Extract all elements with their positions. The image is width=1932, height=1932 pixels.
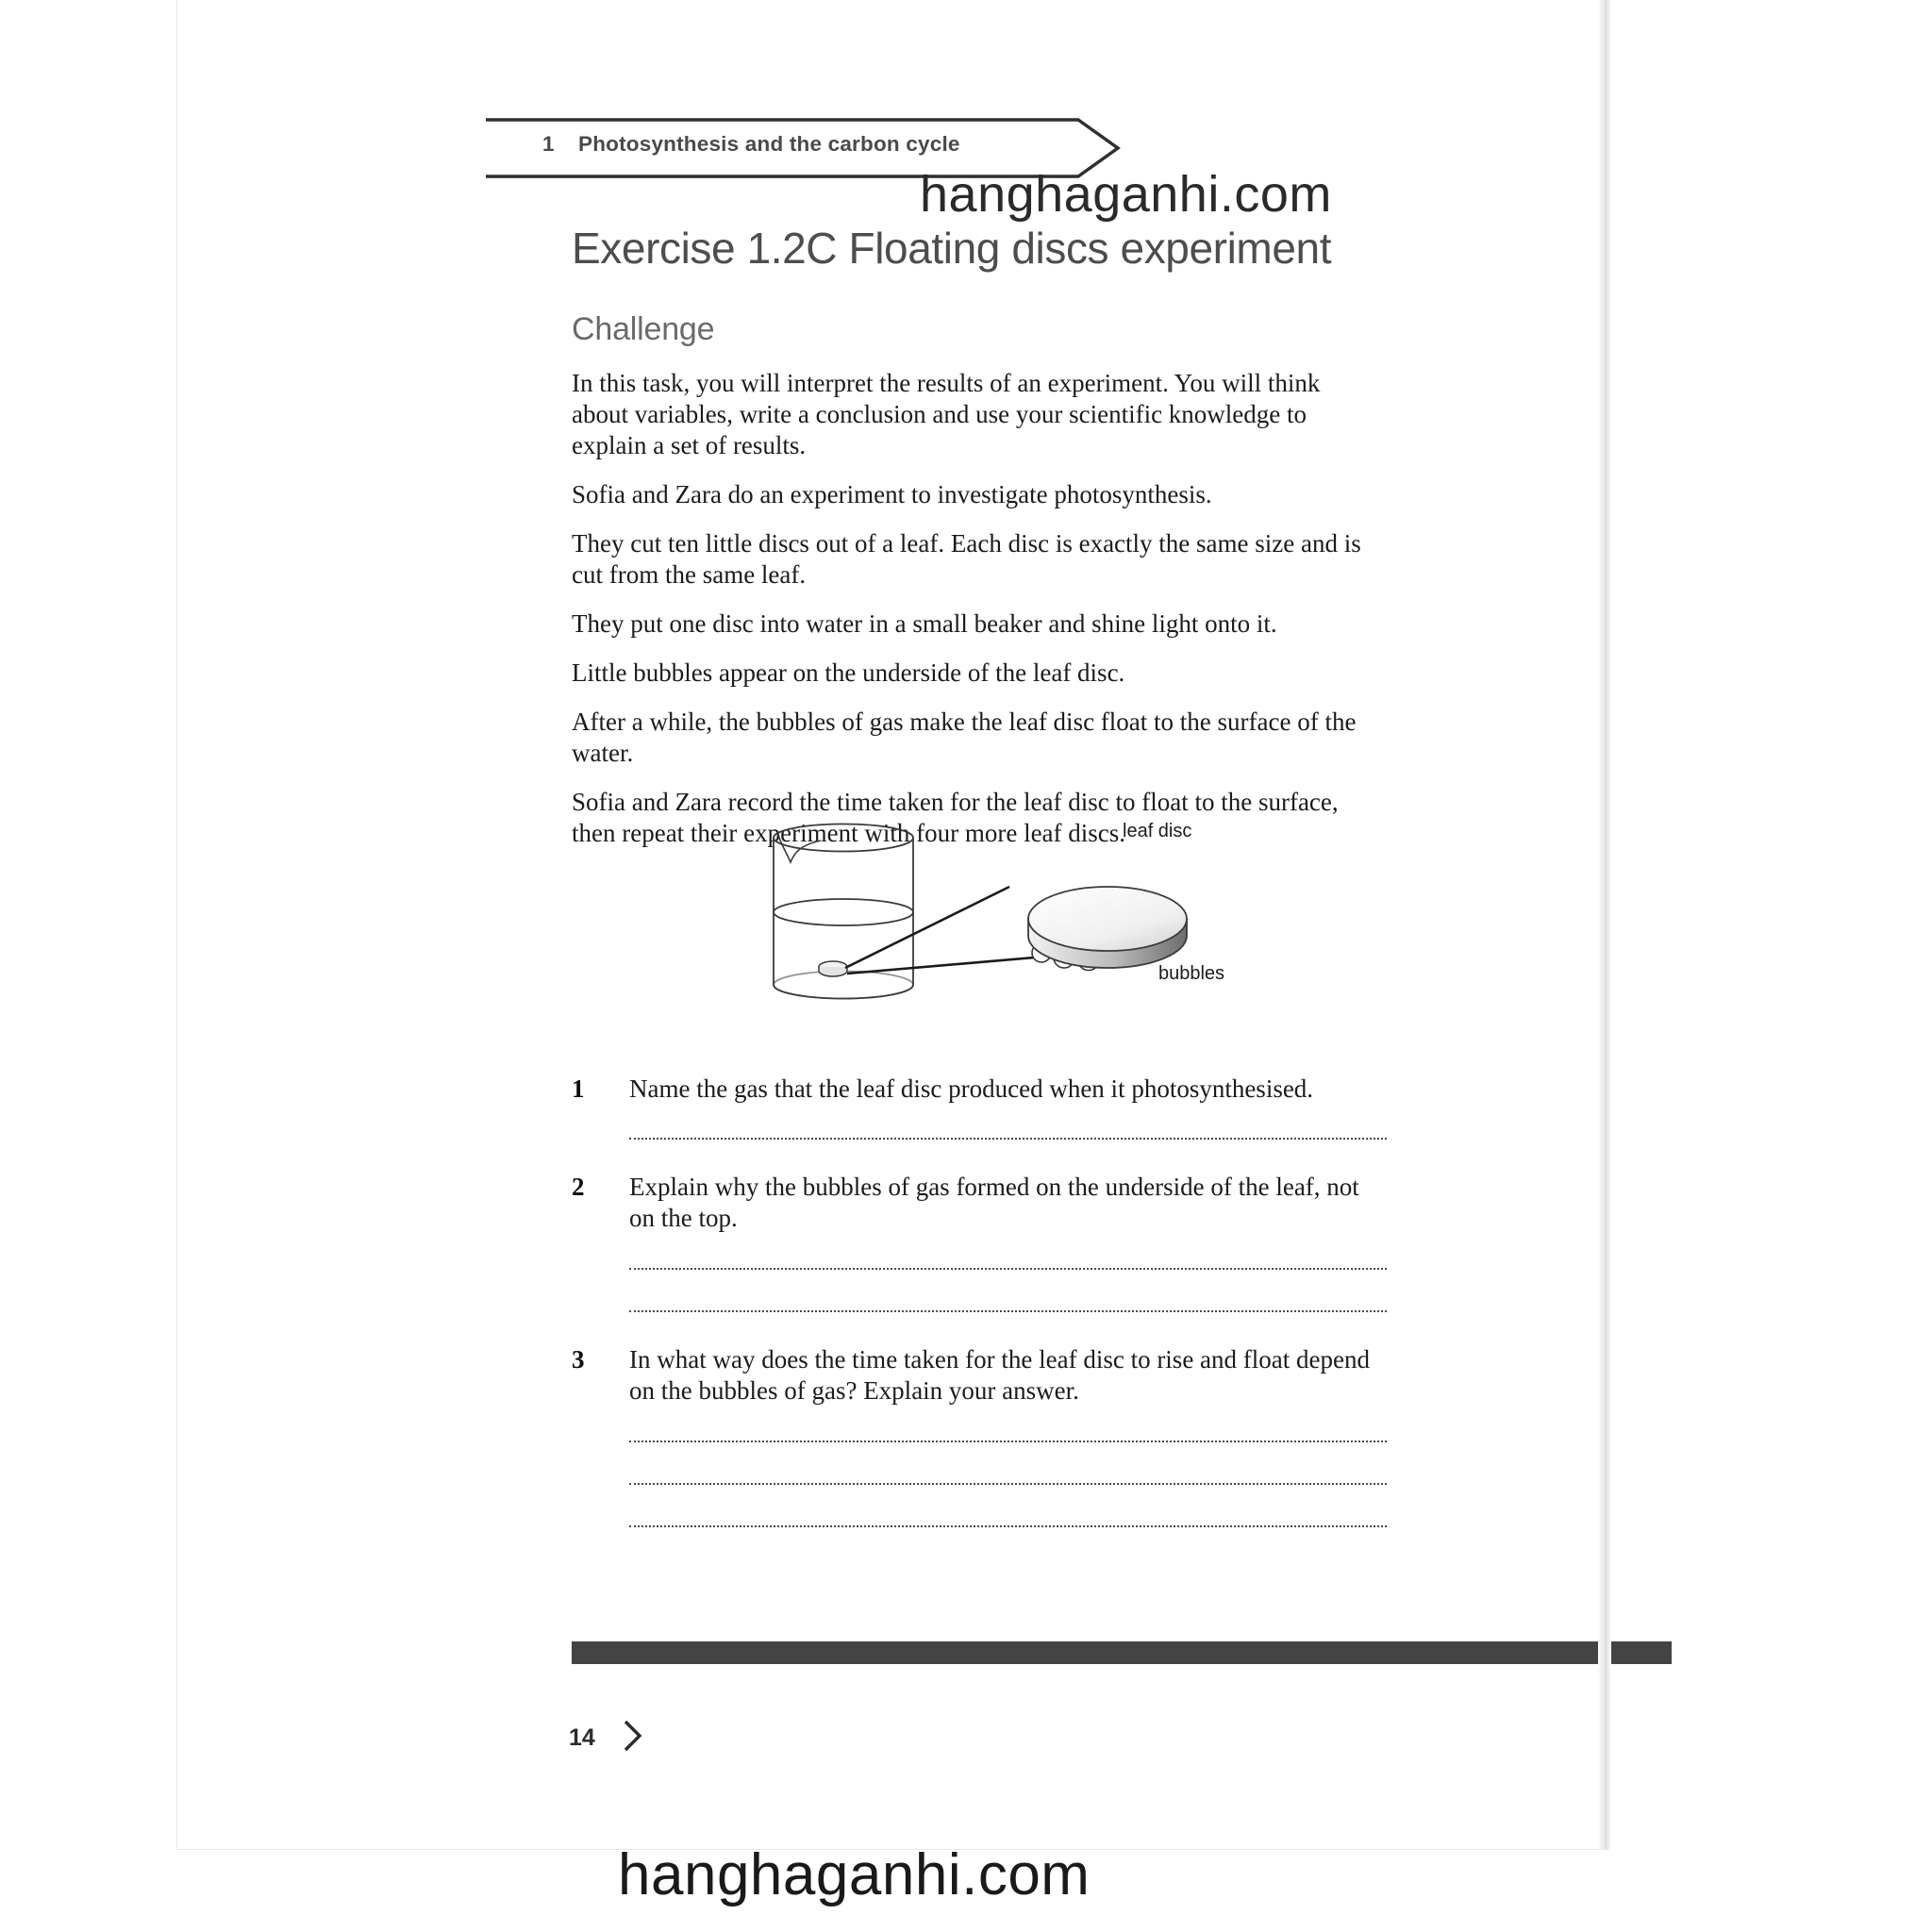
- question-text: In what way does the time taken for the leaf disc to rise and float depend on the bubbles of gas? Explain your answer.: [629, 1345, 1370, 1405]
- section-heading-challenge: Challenge: [572, 311, 715, 347]
- figure-label-bubbles: bubbles: [1158, 963, 1225, 984]
- intro-paragraph: In this task, you will interpret the results of an experiment. You will think about variables, write a conclusion and use your scientific knowledge to explain a set of results.: [572, 369, 1321, 459]
- figure-label-leaf-disc: leaf disc: [1123, 821, 1192, 841]
- intro-paragraph: They put one disc into water in a small beaker and shine light onto it.: [572, 609, 1277, 638]
- question-number: 3: [572, 1345, 585, 1374]
- answer-lines[interactable]: [629, 1268, 1387, 1312]
- document-page: [177, 0, 1608, 1849]
- intro-paragraph: Little bubbles appear on the underside of the leaf disc.: [572, 658, 1125, 687]
- question-number: 2: [572, 1173, 585, 1201]
- chevron-right-icon: [621, 1719, 645, 1753]
- intro-paragraph: Sofia and Zara do an experiment to investigate photosynthesis.: [572, 480, 1212, 508]
- running-head-number: 1: [542, 132, 555, 156]
- question-item: [572, 1172, 1402, 1312]
- question-number: 1: [572, 1074, 585, 1103]
- answer-line[interactable]: [629, 1268, 1387, 1270]
- page-right-edge-shadow: [1598, 0, 1611, 1849]
- answer-line[interactable]: [629, 1483, 1387, 1485]
- running-head-title: Photosynthesis and the carbon cycle: [578, 132, 960, 156]
- questions-list: [572, 1074, 1402, 1527]
- magnified-leaf-disc: [1028, 887, 1187, 971]
- leaf-disc-top: [1028, 887, 1187, 951]
- page-title: Exercise 1.2C Floating discs experiment: [572, 224, 1332, 273]
- leaf-disc-in-beaker: [819, 961, 847, 976]
- answer-lines[interactable]: [629, 1441, 1387, 1527]
- answer-line[interactable]: [629, 1310, 1387, 1312]
- answer-line[interactable]: [629, 1441, 1387, 1442]
- intro-text-block: [572, 368, 1364, 867]
- answer-line[interactable]: [629, 1138, 1387, 1140]
- question-text: Explain why the bubbles of gas formed on the underside of the leaf, not on the top.: [629, 1173, 1359, 1232]
- intro-paragraph: They cut ten little discs out of a leaf. Each disc is exactly the same size and is cut from the same leaf.: [572, 529, 1361, 589]
- question-text: Name the gas that the leaf disc produced when it photosynthesised.: [629, 1074, 1314, 1103]
- intro-paragraph: After a while, the bubbles of gas make the leaf disc float to the surface of the water.: [572, 708, 1357, 767]
- question-item: [572, 1074, 1402, 1140]
- experiment-diagram: [762, 813, 1253, 1049]
- intro-paragraph: Sofia and Zara record the time taken for the leaf disc to float to the surface, then repeat their experiment with four more leaf discs.: [572, 788, 1339, 847]
- question-item: [572, 1344, 1402, 1527]
- watermark-top: hanghaganhi.com: [920, 166, 1332, 223]
- answer-lines[interactable]: [629, 1138, 1387, 1140]
- footer-accent-bar: [572, 1641, 1672, 1664]
- beaker-and-leaf-disc-illustration: [762, 813, 1253, 1049]
- page-number: 14: [569, 1724, 595, 1751]
- watermark-bottom: hanghaganhi.com: [618, 1842, 1091, 1907]
- answer-line[interactable]: [629, 1525, 1387, 1527]
